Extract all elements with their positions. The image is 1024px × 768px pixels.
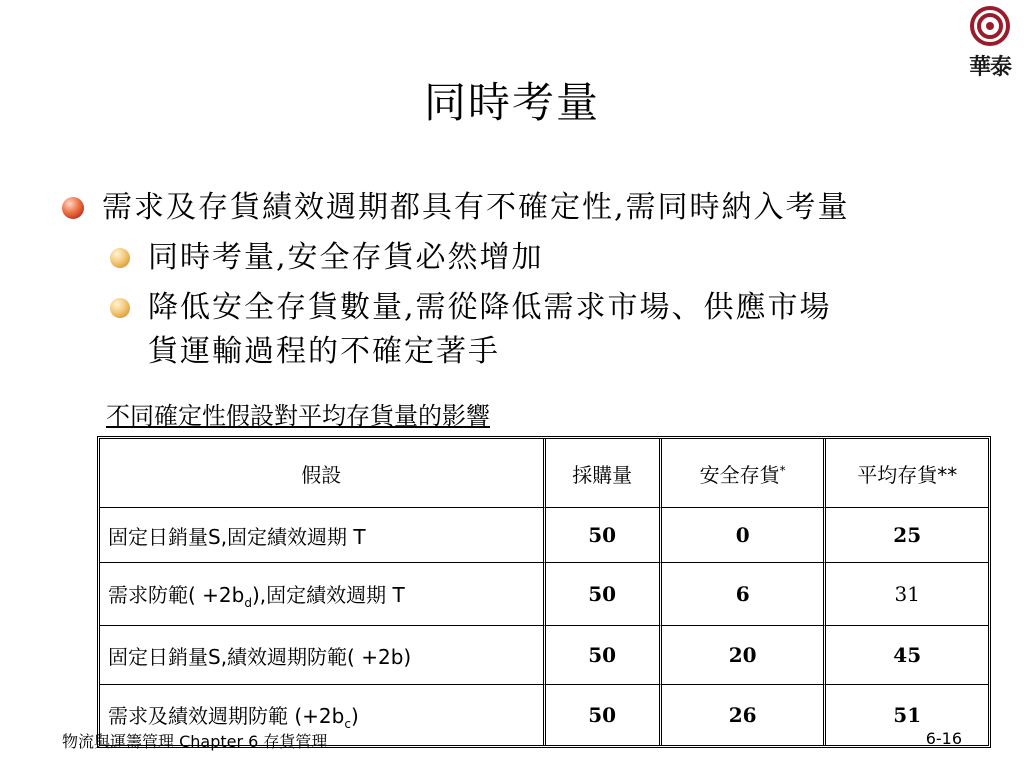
header-safety-stock [662, 439, 827, 508]
row-avg-inventory: 31 [826, 563, 988, 626]
row-order-qty: 50 [546, 508, 662, 563]
row-avg-inventory: 25 [826, 508, 988, 563]
footer-course: 物流與運籌管理 Chapter 6 存貨管理 [62, 732, 328, 751]
row-assumption: 固定日銷量S,績效週期防範( +2b) [100, 626, 546, 685]
sub-bullet-icon [110, 298, 130, 318]
table-row [100, 508, 988, 563]
row-assumption [100, 563, 546, 626]
row-assumption-sub: c [344, 716, 351, 731]
row-order-qty: 50 [546, 626, 662, 685]
row-assumption-post: ) [350, 703, 359, 728]
bullet-main [62, 186, 982, 230]
row-assumption-sub: d [244, 595, 252, 610]
sub-bullet-icon [110, 248, 130, 268]
row-order-qty: 50 [546, 685, 662, 745]
footer-page-number: 6-16 [925, 729, 962, 748]
row-order-qty: 50 [546, 563, 662, 626]
bullet-main-text: 需求及存貨績效週期都具有不確定性,需同時納入考量 [102, 190, 850, 225]
bullet-sub-2 [62, 286, 982, 374]
table-row [100, 563, 988, 626]
page-title: 同時考量 [423, 78, 600, 127]
row-safety-stock: 6 [662, 563, 827, 626]
bullet-sub-1-text: 同時考量,安全存貨必然增加 [148, 240, 544, 275]
header-order-qty: 採購量 [546, 439, 662, 508]
row-safety-stock: 20 [662, 626, 827, 685]
row-safety-stock: 26 [662, 685, 827, 745]
table-row [100, 626, 988, 685]
row-avg-inventory: 45 [826, 626, 988, 685]
row-safety-stock: 0 [662, 508, 827, 563]
inventory-table [97, 436, 991, 748]
row-assumption: 固定日銷量S,固定績效週期 T [100, 508, 546, 563]
header-safety-stock-text: 安全存貨 [699, 462, 780, 487]
header-safety-stock-mark: * [779, 462, 786, 477]
row-assumption-pre: 需求及績效週期防範 (+2b [108, 703, 345, 728]
row-assumption-pre: 需求防範( +2b [108, 582, 245, 607]
bullet-sub-2-line1: 降低安全存貨數量,需從降低需求市場、供應市場 [148, 290, 832, 325]
logo-text: 華泰 [968, 55, 1011, 80]
table-caption: 不同確定性假設對平均存貨量的影響 [106, 402, 490, 430]
header-assumption: 假設 [100, 439, 546, 508]
bullet-icon [62, 197, 84, 219]
table-header-row [100, 439, 988, 508]
header-avg-inventory: 平均存貨** [826, 439, 988, 508]
bullet-list [62, 186, 982, 374]
bullet-sub-2-line2: 貨運輸過程的不確定著手 [148, 334, 500, 369]
row-assumption-post: ),固定績效週期 T [251, 582, 405, 607]
row-avg-inventory: 51 [893, 703, 922, 727]
bullet-sub-1 [62, 236, 982, 280]
concentric-circle-logo-icon [970, 6, 1010, 46]
